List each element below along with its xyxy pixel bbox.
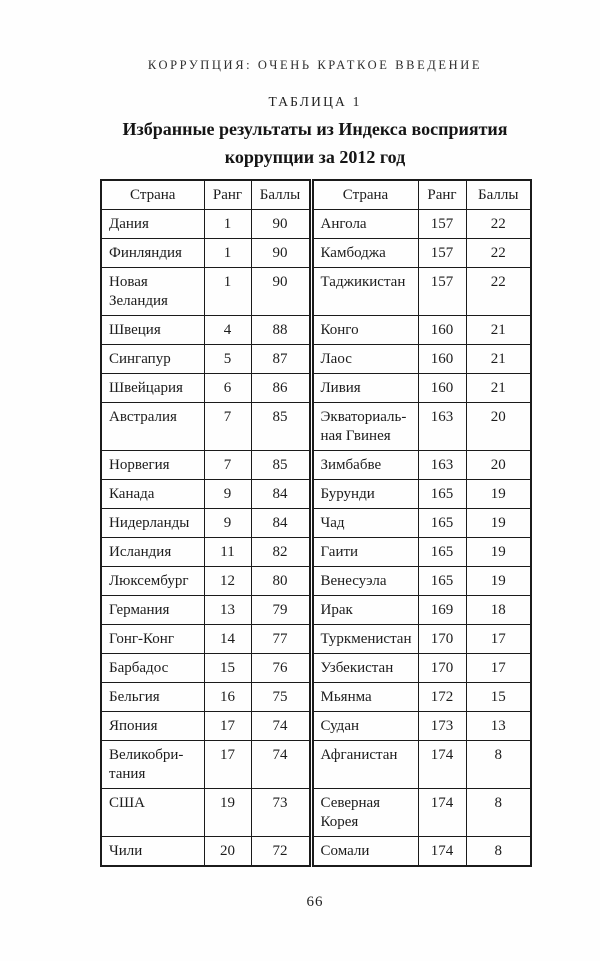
country-cell: США — [101, 789, 204, 837]
score-cell: 18 — [466, 596, 531, 625]
rank-cell: 165 — [418, 538, 466, 567]
score-cell: 21 — [466, 374, 531, 403]
score-cell: 21 — [466, 345, 531, 374]
rank-cell: 6 — [204, 374, 251, 403]
rank-cell: 170 — [418, 625, 466, 654]
score-cell: 86 — [251, 374, 311, 403]
country-cell: Туркменистан — [311, 625, 418, 654]
score-cell: 17 — [466, 654, 531, 683]
rank-cell: 157 — [418, 239, 466, 268]
country-cell: Германия — [101, 596, 204, 625]
rank-cell: 174 — [418, 789, 466, 837]
page-number: 66 — [306, 894, 324, 910]
score-cell: 90 — [251, 210, 311, 239]
header-country-right: Страна — [311, 180, 418, 210]
score-cell: 85 — [251, 403, 311, 451]
rank-cell: 160 — [418, 316, 466, 345]
score-cell: 8 — [466, 741, 531, 789]
rank-cell: 174 — [418, 837, 466, 867]
country-cell: Швейцария — [101, 374, 204, 403]
table-title — [100, 115, 530, 171]
country-cell: Ангола — [311, 210, 418, 239]
country-cell: Норвегия — [101, 451, 204, 480]
country-cell: Япония — [101, 712, 204, 741]
rank-cell: 5 — [204, 345, 251, 374]
rank-cell: 17 — [204, 712, 251, 741]
rank-cell: 1 — [204, 268, 251, 316]
rank-cell: 15 — [204, 654, 251, 683]
score-cell: 22 — [466, 239, 531, 268]
score-cell: 84 — [251, 509, 311, 538]
rank-cell: 169 — [418, 596, 466, 625]
country-cell: Гонг-Конг — [101, 625, 204, 654]
table-row — [101, 345, 531, 374]
rank-cell: 9 — [204, 509, 251, 538]
table-row — [101, 403, 531, 451]
score-cell: 76 — [251, 654, 311, 683]
rank-cell: 7 — [204, 403, 251, 451]
country-cell: Новая Зеландия — [101, 268, 204, 316]
score-cell: 73 — [251, 789, 311, 837]
rank-cell: 1 — [204, 239, 251, 268]
country-cell: Узбекистан — [311, 654, 418, 683]
score-cell: 8 — [466, 837, 531, 867]
rank-cell: 172 — [418, 683, 466, 712]
country-cell: Люксембург — [101, 567, 204, 596]
table-title-line2: коррупции за 2012 год — [224, 147, 406, 167]
rank-cell: 170 — [418, 654, 466, 683]
rank-cell: 4 — [204, 316, 251, 345]
country-cell: Мьянма — [311, 683, 418, 712]
table-row — [101, 567, 531, 596]
country-cell: Афганистан — [311, 741, 418, 789]
country-cell: Сомали — [311, 837, 418, 867]
header-rank-left: Ранг — [204, 180, 251, 210]
country-cell: Финляндия — [101, 239, 204, 268]
score-cell: 74 — [251, 712, 311, 741]
rank-cell: 157 — [418, 268, 466, 316]
header-rank-right: Ранг — [418, 180, 466, 210]
header-score-left: Баллы — [251, 180, 311, 210]
score-cell: 77 — [251, 625, 311, 654]
country-cell: Исландия — [101, 538, 204, 567]
table-title-line1: Избранные результаты из Индекса восприятия — [122, 119, 508, 139]
country-cell: Судан — [311, 712, 418, 741]
score-cell: 90 — [251, 268, 311, 316]
country-cell: Великобри-тания — [101, 741, 204, 789]
cpi-table — [100, 179, 532, 867]
rank-cell: 157 — [418, 210, 466, 239]
header-country-left: Страна — [101, 180, 204, 210]
country-cell: Лаос — [311, 345, 418, 374]
country-cell: Нидерланды — [101, 509, 204, 538]
country-cell: Экваториаль-ная Гвинея — [311, 403, 418, 451]
rank-cell: 160 — [418, 374, 466, 403]
table-row — [101, 837, 531, 867]
country-cell: Венесуэла — [311, 567, 418, 596]
score-cell: 80 — [251, 567, 311, 596]
country-cell: Ливия — [311, 374, 418, 403]
score-cell: 85 — [251, 451, 311, 480]
score-cell: 79 — [251, 596, 311, 625]
country-cell: Конго — [311, 316, 418, 345]
score-cell: 72 — [251, 837, 311, 867]
score-cell: 22 — [466, 268, 531, 316]
cpi-table-head — [101, 180, 531, 210]
running-head: КОРРУПЦИЯ: ОЧЕНЬ КРАТКОЕ ВВЕДЕНИЕ — [147, 58, 483, 72]
table-row — [101, 683, 531, 712]
country-cell: Австралия — [101, 403, 204, 451]
header-row — [101, 180, 531, 210]
country-cell: Сингапур — [101, 345, 204, 374]
score-cell: 19 — [466, 480, 531, 509]
score-cell: 21 — [466, 316, 531, 345]
score-cell: 19 — [466, 509, 531, 538]
table-row — [101, 789, 531, 837]
rank-cell: 9 — [204, 480, 251, 509]
table-row — [101, 374, 531, 403]
table-row — [101, 239, 531, 268]
score-cell: 82 — [251, 538, 311, 567]
score-cell: 90 — [251, 239, 311, 268]
rank-cell: 7 — [204, 451, 251, 480]
score-cell: 19 — [466, 567, 531, 596]
country-cell: Барбадос — [101, 654, 204, 683]
score-cell: 13 — [466, 712, 531, 741]
table-row — [101, 451, 531, 480]
score-cell: 88 — [251, 316, 311, 345]
rank-cell: 17 — [204, 741, 251, 789]
table-row — [101, 625, 531, 654]
table-row — [101, 538, 531, 567]
rank-cell: 163 — [418, 403, 466, 451]
country-cell: Бельгия — [101, 683, 204, 712]
table-row — [101, 654, 531, 683]
score-cell: 20 — [466, 451, 531, 480]
score-cell: 15 — [466, 683, 531, 712]
rank-cell: 20 — [204, 837, 251, 867]
rank-cell: 16 — [204, 683, 251, 712]
country-cell: Ирак — [311, 596, 418, 625]
score-cell: 22 — [466, 210, 531, 239]
country-cell: Гаити — [311, 538, 418, 567]
rank-cell: 174 — [418, 741, 466, 789]
score-cell: 20 — [466, 403, 531, 451]
rank-cell: 173 — [418, 712, 466, 741]
rank-cell: 13 — [204, 596, 251, 625]
table-row — [101, 210, 531, 239]
rank-cell: 1 — [204, 210, 251, 239]
score-cell: 19 — [466, 538, 531, 567]
country-cell: Северная Корея — [311, 789, 418, 837]
score-cell: 74 — [251, 741, 311, 789]
header-score-right: Баллы — [466, 180, 531, 210]
table-row — [101, 480, 531, 509]
country-cell: Швеция — [101, 316, 204, 345]
rank-cell: 160 — [418, 345, 466, 374]
country-cell: Камбоджа — [311, 239, 418, 268]
table-row — [101, 509, 531, 538]
country-cell: Бурунди — [311, 480, 418, 509]
country-cell: Зимбабве — [311, 451, 418, 480]
score-cell: 84 — [251, 480, 311, 509]
score-cell: 17 — [466, 625, 531, 654]
rank-cell: 165 — [418, 480, 466, 509]
table-row — [101, 741, 531, 789]
cpi-table-body — [101, 210, 531, 867]
rank-cell: 14 — [204, 625, 251, 654]
table-row — [101, 596, 531, 625]
country-cell: Канада — [101, 480, 204, 509]
country-cell: Чад — [311, 509, 418, 538]
country-cell: Таджикистан — [311, 268, 418, 316]
page-content — [100, 0, 530, 911]
score-cell: 8 — [466, 789, 531, 837]
rank-cell: 19 — [204, 789, 251, 837]
rank-cell: 165 — [418, 509, 466, 538]
rank-cell: 165 — [418, 567, 466, 596]
score-cell: 75 — [251, 683, 311, 712]
table-label: ТАБЛИЦА 1 — [268, 94, 362, 109]
score-cell: 87 — [251, 345, 311, 374]
table-row — [101, 316, 531, 345]
table-row — [101, 712, 531, 741]
rank-cell: 163 — [418, 451, 466, 480]
country-cell: Дания — [101, 210, 204, 239]
table-row — [101, 268, 531, 316]
rank-cell: 12 — [204, 567, 251, 596]
country-cell: Чили — [101, 837, 204, 867]
rank-cell: 11 — [204, 538, 251, 567]
